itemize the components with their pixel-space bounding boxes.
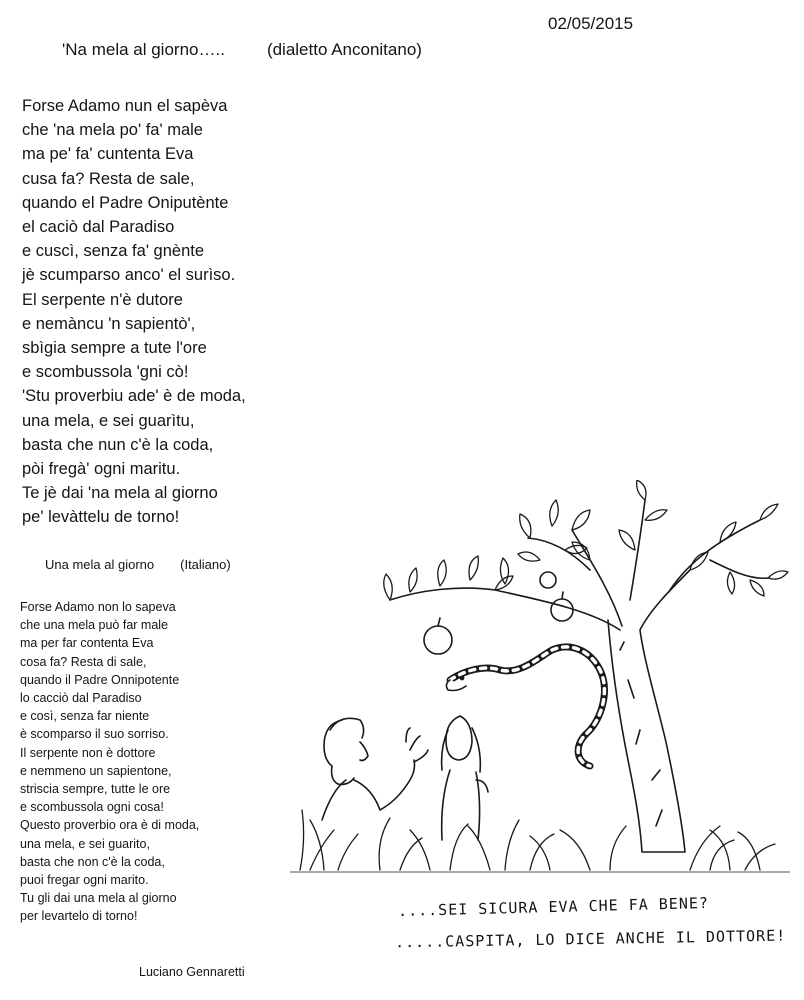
dialect-title [62, 40, 422, 60]
poem-line: Tu gli dai una mela al giorno [20, 891, 177, 906]
poem-line: cusa fa? Resta de sale, [22, 169, 195, 188]
date-label: 02/05/2015 [548, 14, 634, 33]
italian-title-text: Una mela al giorno [45, 557, 155, 572]
poem-line: Il serpente non è dottore [20, 745, 156, 760]
poem-line: una mela, e sei guarìtu, [22, 411, 195, 430]
poem-line: cosa fa? Resta di sale, [20, 654, 147, 669]
adam-eve-illustration [290, 480, 790, 880]
poem-line: che una mela può far male [20, 618, 169, 633]
poem-line: el caciò dal Paradiso [22, 218, 175, 237]
italian-poem [20, 598, 199, 926]
poem-line: è scomparso il suo sorriso. [20, 727, 169, 742]
poem-line: e scombussola ogni cosa! [20, 800, 164, 815]
poem-line: che 'na mela po' fa' male [22, 121, 203, 140]
poem-line: lo cacciò dal Paradiso [20, 691, 142, 706]
poem-line: pe' levàttelu de torno! [22, 508, 180, 527]
poem-line: e cuscì, senza fa' gnènte [22, 242, 205, 261]
poem-line: jè scumparso anco' el surìso. [22, 266, 236, 285]
dialect-subtitle: (dialetto Anconitano) [266, 40, 422, 59]
tree-branch-top [630, 500, 645, 600]
poem-line: Questo proverbio ora è di moda, [20, 818, 200, 833]
tree-branch-right [670, 520, 768, 590]
tree-leaves [384, 480, 788, 600]
tree-bark-lines [620, 642, 662, 826]
poem-line: e nemàncu 'n sapientò', [22, 314, 196, 333]
poem-line: quando il Padre Onnipotente [20, 672, 180, 687]
dialect-poem [22, 94, 246, 530]
eve-figure [442, 716, 488, 840]
italian-subtitle: (Italiano) [180, 557, 231, 572]
poem-line: pòi fregà' ogni maritu. [22, 460, 181, 479]
poem-line: 'Stu proverbiu ade' è de moda, [22, 387, 246, 406]
caption-line-1: ....SEI SICURA EVA CHE FA BENE? [397, 893, 710, 921]
poem-line: sbìgia sempre a tute l'ore [22, 339, 207, 358]
tree-branch-left [390, 588, 620, 630]
tree-branch-upper [528, 530, 622, 626]
dialect-title-text: 'Na mela al giorno….. [62, 40, 225, 59]
poem-line: puoi fregar ogni marito. [20, 873, 149, 888]
poem-line: Te jè dai 'na mela al giorno [22, 484, 218, 503]
poem-line: basta che nun c'è la coda, [22, 435, 214, 454]
poem-line: e così, senza far niente [20, 709, 150, 724]
poem-line: quando el Padre Oniputènte [22, 193, 229, 212]
author-signature: Luciano Gennaretti [139, 965, 245, 979]
poem-line: ma per far contenta Eva [20, 636, 154, 651]
italian-title [45, 557, 231, 572]
caption-line-2: .....CASPITA, LO DICE ANCHE IL DOTTORE! [394, 926, 787, 952]
poem-line: per levartelo di torno! [20, 909, 138, 924]
poem-line: e nemmeno un sapientone, [20, 763, 172, 778]
poem-line: striscia sempre, tutte le ore [20, 782, 171, 797]
adam-figure [322, 718, 428, 820]
poem-line: una mela, e sei guarito, [20, 836, 150, 851]
poem-line: Forse Adamo nun el sapèva [22, 97, 228, 115]
poem-line: ma pe' fa' cuntenta Eva [22, 145, 194, 164]
poem-line: e scombussola 'gni cò! [22, 363, 189, 382]
grass [290, 810, 790, 872]
poem-line: Forse Adamo non lo sapeva [20, 600, 176, 614]
tree-trunk [608, 570, 690, 852]
poem-line: El serpente n'è dutore [22, 290, 183, 309]
poem-line: basta che non c'è la coda, [20, 854, 165, 869]
